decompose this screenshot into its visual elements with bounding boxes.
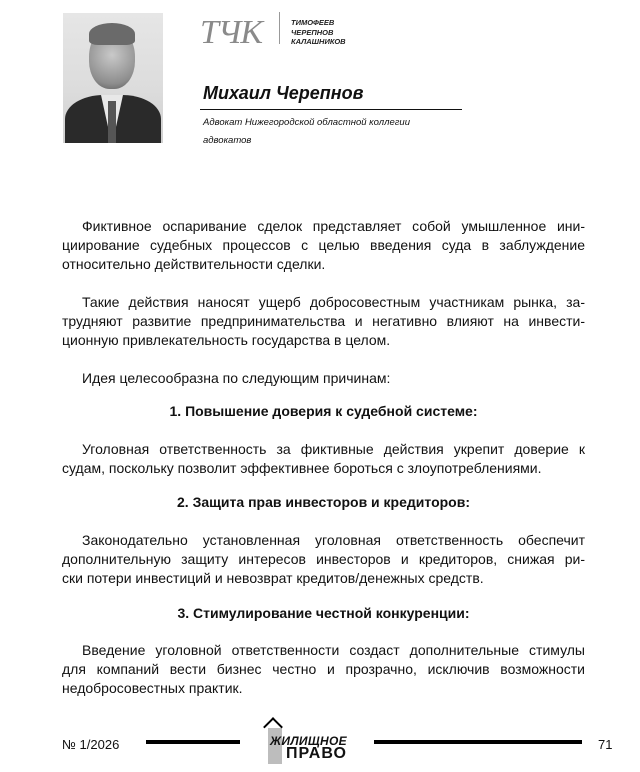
page-number: 71 bbox=[598, 737, 613, 752]
author-name: Михаил Черепнов bbox=[203, 83, 364, 103]
firm-logo: ТЧК bbox=[200, 14, 262, 51]
heading-3: 3. Стимулирование честной конкуренции: bbox=[177, 605, 470, 621]
paragraph-4: Уголовная ответственность за фиктивные действия укрепит доверие к судам, поскольку позволит эффективнее бороться с злоупотреблениями. bbox=[62, 441, 585, 476]
paragraph-3: Идея целесообразна по следующим причинам: bbox=[82, 370, 391, 386]
heading-1: 1. Повышение доверия к судебной системе: bbox=[169, 403, 478, 419]
paragraph-2: Такие действия наносят ущерб добросовестным участникам рынка, за- трудняют развитие предпринимательства и негативно влияют на инвести- ционную привлекательность государства в целом. bbox=[62, 294, 585, 348]
footer-rule-left bbox=[146, 740, 240, 744]
footer-rule-right bbox=[374, 740, 582, 744]
logo-divider bbox=[279, 12, 280, 44]
author-title: Адвокат Нижегородской областной коллегии адвокатов bbox=[203, 117, 410, 146]
firm-logo-names: ТИМОФЕЕВ ЧЕРЕПНОВ КАЛАШНИКОВ bbox=[291, 18, 346, 46]
name-divider bbox=[200, 109, 462, 110]
paragraph-1: Фиктивное оспаривание сделок представляет собой умышленное ини- циирование судебных процессов с целью введения суда в заблуждение относительно действительности сделки. bbox=[62, 218, 585, 272]
paragraph-5: Законодательно установленная уголовная ответственность обеспечит дополнительную защиту интересов инвесторов и кредиторов, снижая ри- ски потери инвестиций и невозврат кредитов/денежных средств. bbox=[62, 532, 585, 586]
paragraph-6: Введение уголовной ответственности создаст дополнительные стимулы для компаний вести бизнес честно и прозрачно, исключив возможности недобросовестных практик. bbox=[62, 642, 585, 696]
journal-logo: ЖИЛИЩНОЕ ПРАВО bbox=[258, 720, 368, 764]
author-photo bbox=[63, 13, 163, 143]
issue-number: № 1/2026 bbox=[62, 737, 120, 752]
heading-2: 2. Защита прав инвесторов и кредиторов: bbox=[177, 494, 470, 510]
